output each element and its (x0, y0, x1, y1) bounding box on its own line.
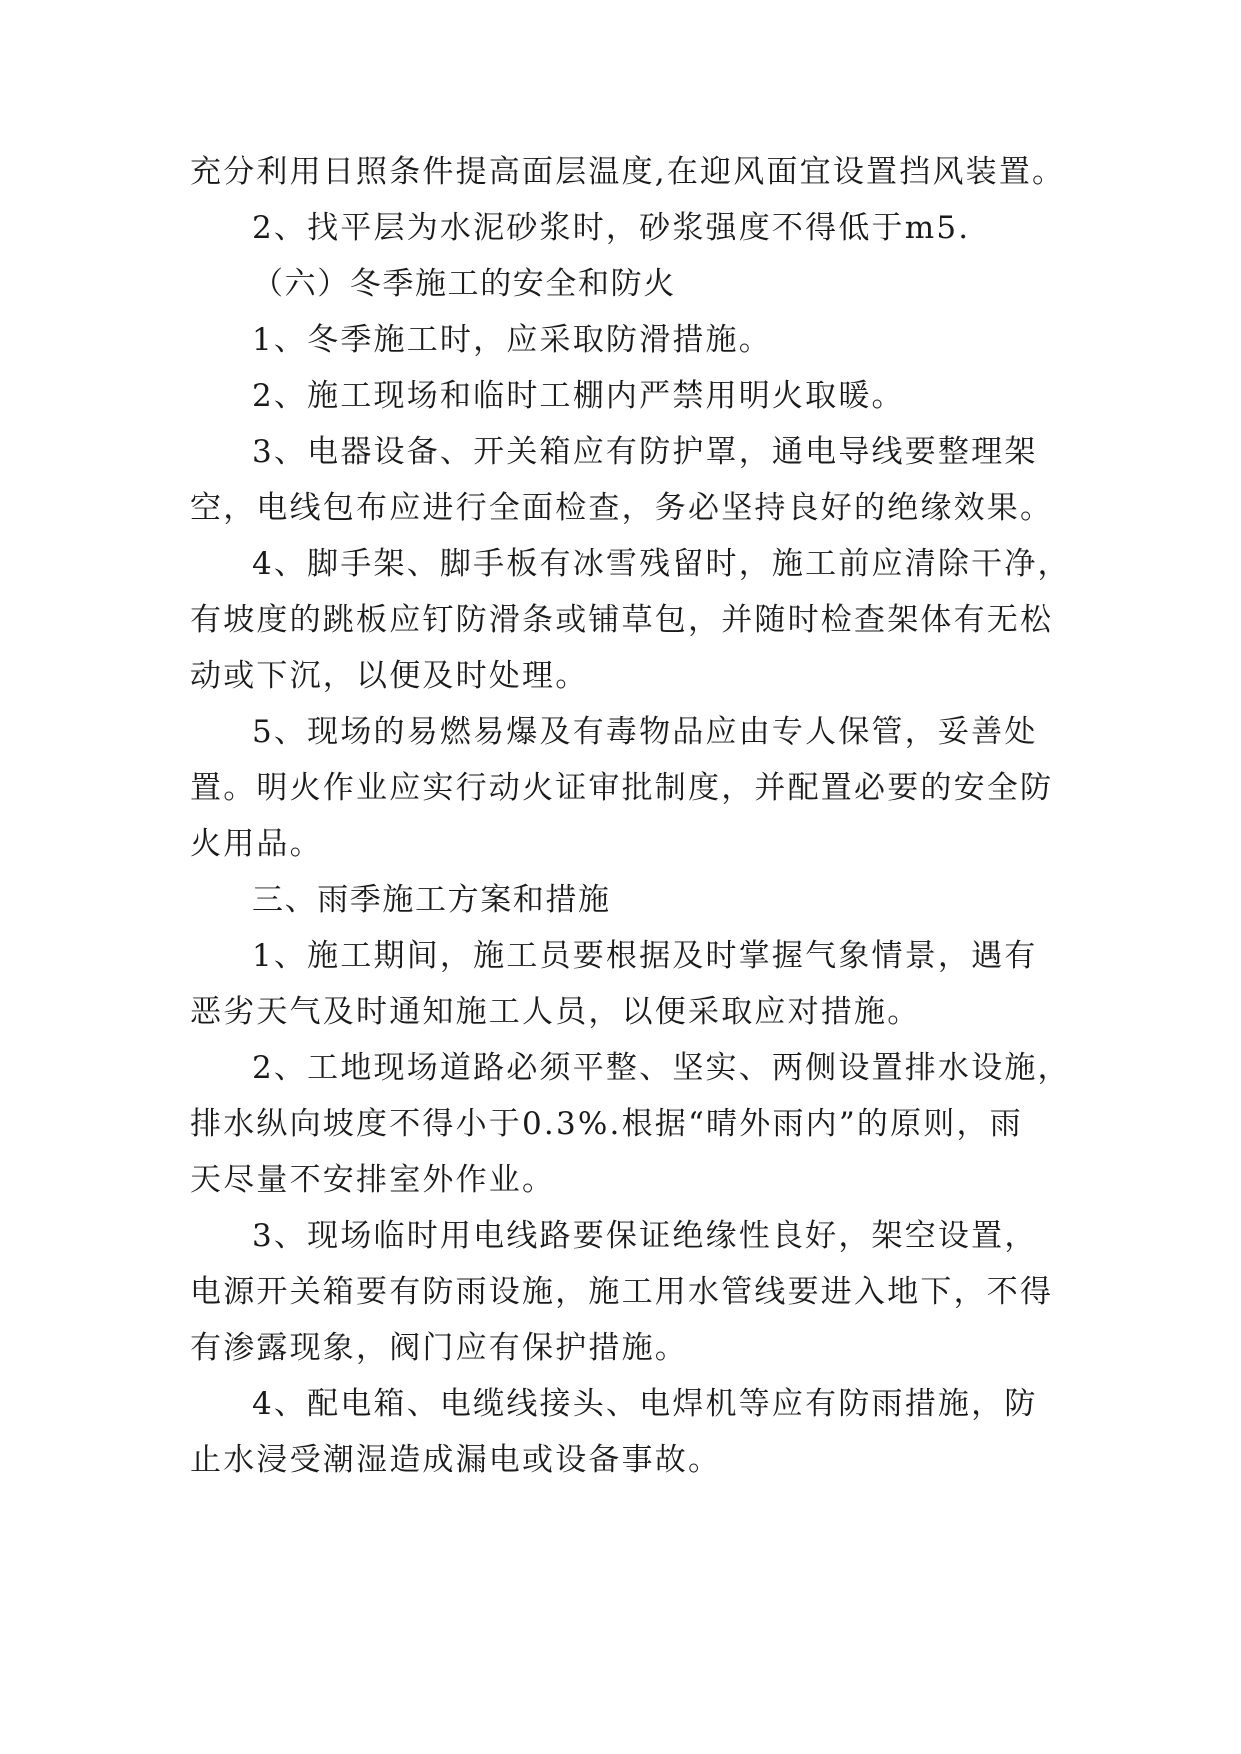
text-line: 天尽量不安排室外作业。 (190, 1162, 556, 1198)
text-line: 2、施工现场和临时工棚内严禁用明火取暖。 (252, 378, 905, 414)
text-line: 空，电线包布应进行全面检查，务必坚持良好的绝缘效果。 (190, 490, 1054, 526)
text-line: 充分利用日照条件提高面层温度,在迎风面宜设置挡风装置。 (190, 154, 1066, 190)
text-line: 有坡度的跳板应钉防滑条或铺草包，并随时检查架体有无松 (190, 602, 1054, 638)
text-line: 恶劣天气及时通知施工人员，以便采取应对措施。 (190, 994, 921, 1030)
text-line: 火用品。 (190, 826, 323, 862)
section-heading: （六）冬季施工的安全和防火 (252, 266, 676, 302)
text-line: 1、施工期间，施工员要根据及时掌握气象情景，遇有 (252, 938, 1038, 974)
text-line: 3、电器设备、开关箱应有防护罩，通电导线要整理架 (252, 434, 1038, 470)
text-line: 4、配电箱、电缆线接头、电焊机等应有防雨措施，防 (252, 1386, 1038, 1422)
text-line: 4、脚手架、脚手板有冰雪残留时，施工前应清除干净， (252, 546, 1071, 582)
text-line: 排水纵向坡度不得小于0.3%.根据“晴外雨内”的原则，雨 (190, 1106, 1023, 1142)
text-line: 电源开关箱要有防雨设施，施工用水管线要进入地下，不得 (190, 1274, 1054, 1310)
text-line: 5、现场的易燃易爆及有毒物品应由专人保管，妥善处 (252, 714, 1038, 750)
text-line: 2、找平层为水泥砂浆时，砂浆强度不得低于m5. (252, 210, 971, 246)
text-line: 置。明火作业应实行动火证审批制度，并配置必要的安全防 (190, 770, 1054, 806)
text-line: 2、工地现场道路必须平整、坚实、两侧设置排水设施， (252, 1050, 1071, 1086)
text-line: 1、冬季施工时，应采取防滑措施。 (252, 322, 772, 358)
text-line: 有渗露现象，阀门应有保护措施。 (190, 1330, 688, 1366)
text-line: 3、现场临时用电线路要保证绝缘性良好，架空设置， (252, 1218, 1038, 1254)
text-line: 动或下沉，以便及时处理。 (190, 658, 589, 694)
section-heading: 三、雨季施工方案和措施 (252, 882, 611, 918)
text-line: 止水浸受潮湿造成漏电或设备事故。 (190, 1442, 722, 1478)
